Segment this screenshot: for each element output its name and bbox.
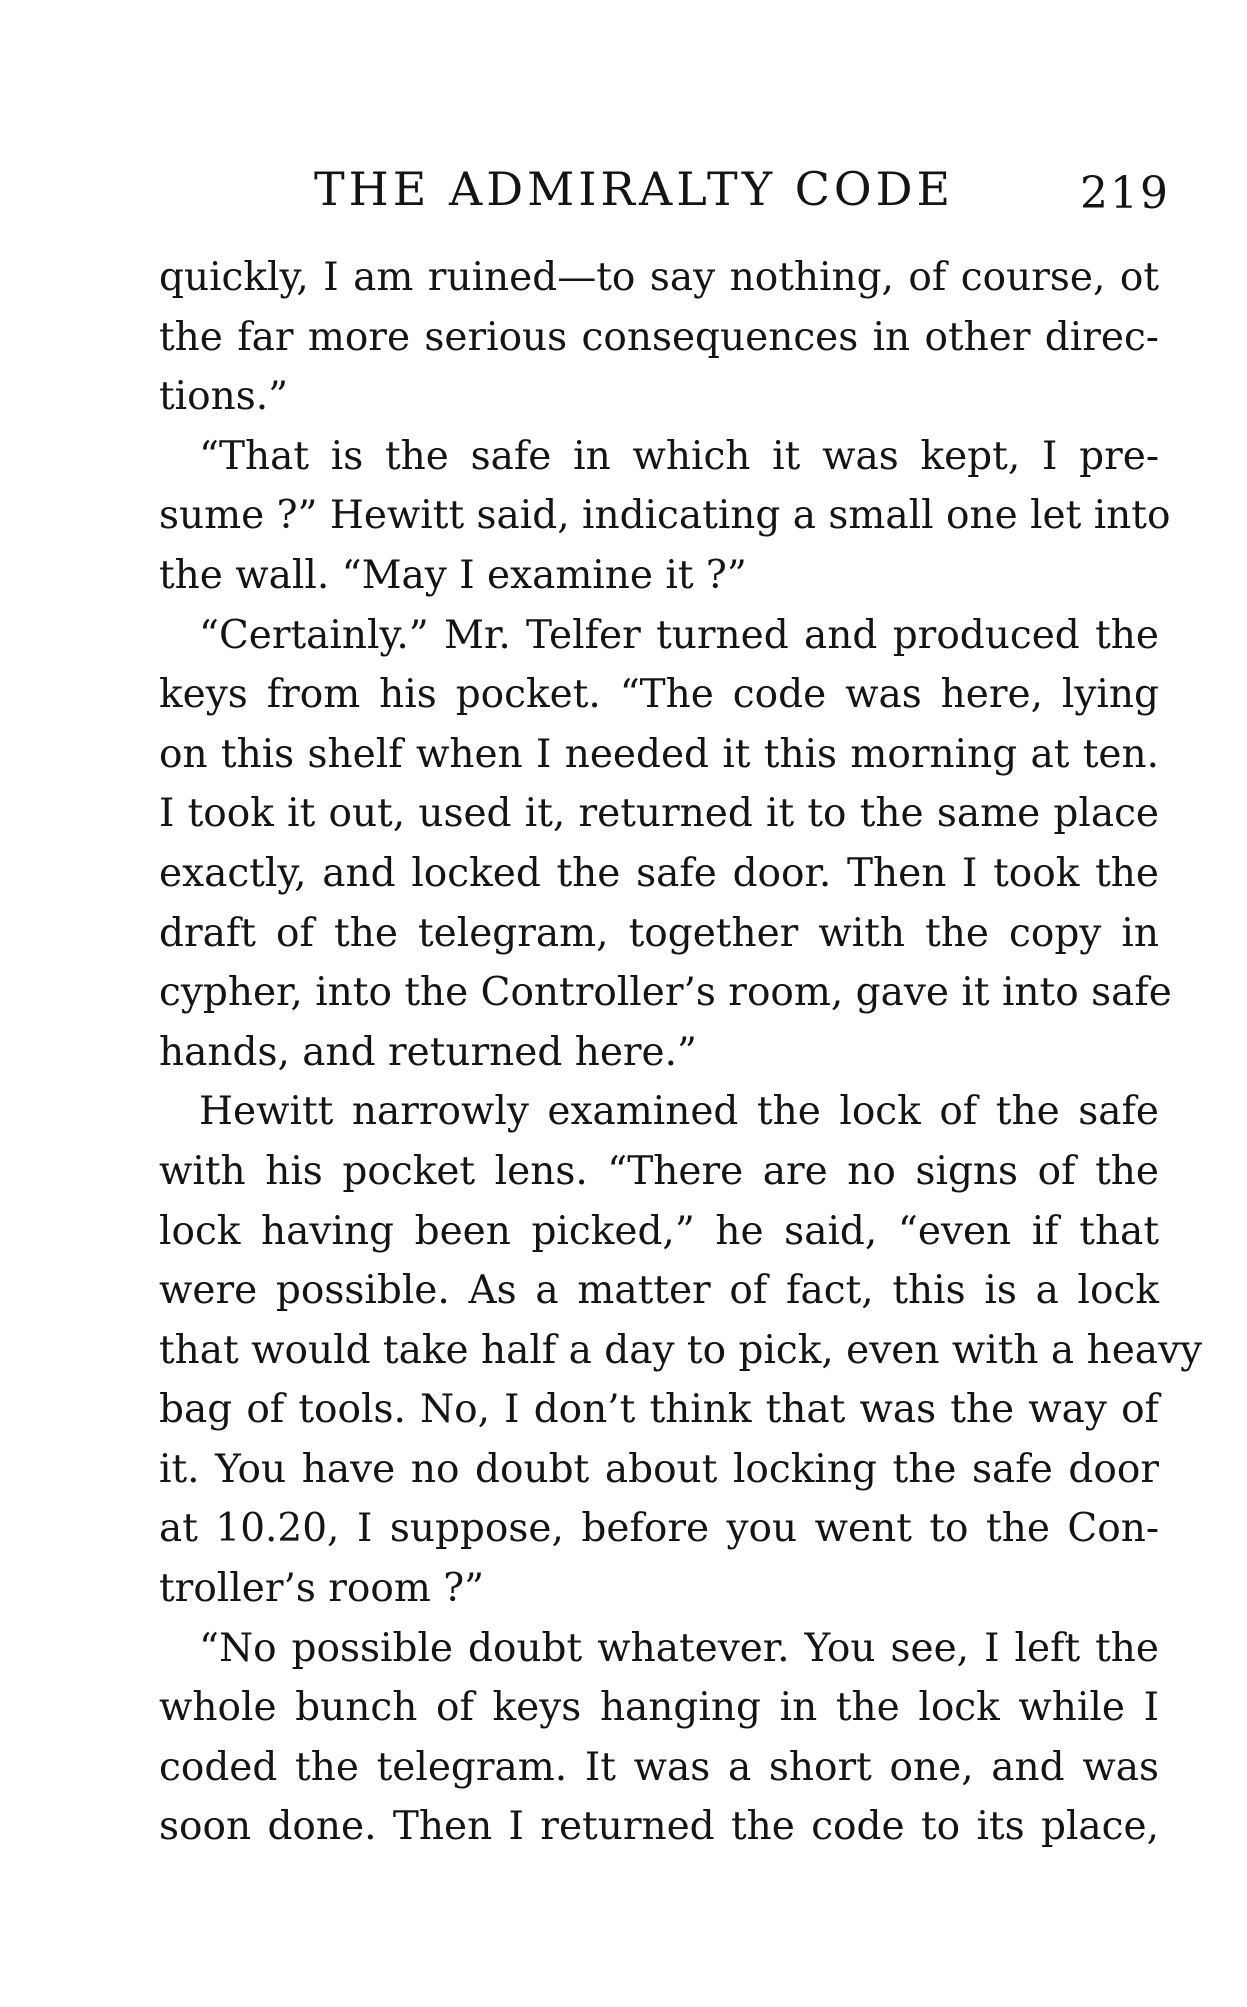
text-line: coded the telegram. It was a short one, and was	[159, 1744, 1159, 1790]
text-line: keys from his pocket. “The code was here, lying	[159, 672, 1159, 718]
running-title: THE ADMIRALTY CODE	[314, 162, 955, 216]
text-line: “Certainly.” Mr. Telfer turned and produced the	[199, 612, 1159, 658]
text-line: on this shelf when I needed it this morning at ten.	[159, 731, 1159, 777]
text-line: draft of the telegram, together with the copy in	[159, 910, 1159, 956]
text-line: soon done. Then I returned the code to its place,	[159, 1804, 1159, 1850]
text-line: were possible. As a matter of fact, this is a lock	[159, 1268, 1159, 1314]
text-line: quickly, I am ruined—to say nothing, of course, ot	[159, 255, 1159, 300]
text-line: sume ?” Hewitt said, indicating a small one let into	[159, 493, 1171, 539]
text-line: exactly, and locked the safe door. Then I took the	[159, 850, 1159, 896]
text-line: “No possible doubt whatever. You see, I left the	[199, 1625, 1159, 1671]
text-line: cypher, into the Controller’s room, gave it into safe	[159, 970, 1172, 1016]
text-line: it. You have no doubt about locking the safe door	[159, 1446, 1159, 1492]
text-line: hands, and returned here.”	[159, 1029, 697, 1075]
text-line: tions.”	[159, 374, 289, 420]
text-line: Hewitt narrowly examined the lock of the safe	[199, 1089, 1159, 1135]
text-line: I took it out, used it, returned it to the same place	[159, 791, 1159, 837]
text-line: with his pocket lens. “There are no signs of the	[159, 1148, 1159, 1194]
text-line: bag of tools. No, I don’t think that was the way of	[159, 1387, 1159, 1433]
text-line: lock having been picked,” he said, “even if that	[159, 1208, 1159, 1254]
body-text	[159, 248, 1203, 1857]
page-number: 219	[1080, 168, 1170, 219]
text-line: that would take half a day to pick, even with a heavy	[159, 1327, 1203, 1373]
text-line: “That is the safe in which it was kept, I pre-	[199, 433, 1159, 479]
text-line: whole bunch of keys hanging in the lock while I	[159, 1685, 1159, 1731]
text-line: the far more serious consequences in other direc-	[159, 314, 1159, 360]
text-line: at 10.20, I suppose, before you went to the Con-	[159, 1506, 1159, 1552]
text-line: troller’s room ?”	[159, 1566, 485, 1612]
text-line: the wall. “May I examine it ?”	[159, 552, 747, 598]
